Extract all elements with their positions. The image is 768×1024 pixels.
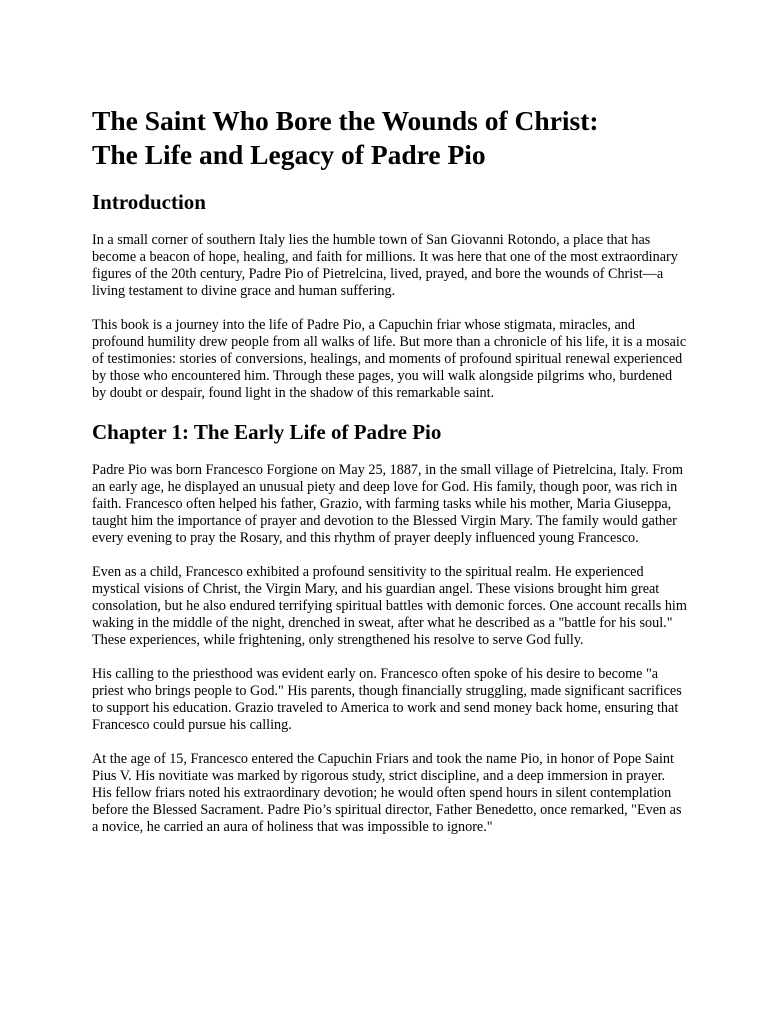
title-line-1: The Saint Who Bore the Wounds of Christ: (92, 105, 599, 136)
chapter-1-paragraph-2: Even as a child, Francesco exhibited a profound sensitivity to the spiritual realm. He experienced mystical visions of Christ, the Virgin Mary, and his guardian angel. These visions brought him great consolation, but he also endured terrifying spiritual battles with demonic forces. One account recalls him waking in the middle of the night, drenched in sweat, after what he described as a "battle for his soul." These experiences, while frightening, only strengthened his resolve to serve God fully. (92, 564, 687, 648)
document-title (92, 104, 688, 172)
chapter-1-heading: Chapter 1: The Early Life of Padre Pio (92, 420, 442, 444)
title-line-2: The Life and Legacy of Padre Pio (92, 139, 486, 170)
chapter-1-paragraph-4: At the age of 15, Francesco entered the Capuchin Friars and took the name Pio, in honor of Pope Saint Pius V. His novitiate was marked by rigorous study, strict discipline, and a deep immersion in prayer. His fellow friars noted his extraordinary devotion; he would often spend hours in silent contemplation before the Blessed Sacrament. Padre Pio’s spiritual director, Father Benedetto, once remarked, "Even as a novice, he carried an aura of holiness that was impossible to ignore." (92, 751, 682, 835)
introduction-paragraph-1: In a small corner of southern Italy lies the humble town of San Giovanni Rotondo, a place that has become a beacon of hope, healing, and faith for millions. It was here that one of the most extraordinary figures of the 20th century, Padre Pio of Pietrelcina, lived, prayed, and bore the wounds of Christ—a living testament to divine grace and human suffering. (92, 232, 678, 299)
chapter-1-paragraph-1: Padre Pio was born Francesco Forgione on May 25, 1887, in the small village of Pietrelcina, Italy. From an early age, he displayed an unusual piety and deep love for God. His family, though poor, was rich in faith. Francesco often helped his father, Grazio, with farming tasks while his mother, Maria Giuseppa, taught him the importance of prayer and devotion to the Blessed Virgin Mary. The family would gather every evening to pray the Rosary, and this rhythm of prayer deeply influenced young Francesco. (92, 462, 684, 546)
introduction-heading: Introduction (92, 190, 206, 214)
introduction-paragraph-2: This book is a journey into the life of Padre Pio, a Capuchin friar whose stigmata, miracles, and profound humility drew people from all walks of life. But more than a chronicle of his life, it is a mosaic of testimonies: stories of conversions, healings, and moments of profound spiritual renewal experienced by those who encountered him. Through these pages, you will walk alongside pilgrims who, burdened by doubt or despair, found light in the shadow of this remarkable saint. (92, 317, 687, 401)
chapter-1-paragraph-3: His calling to the priesthood was evident early on. Francesco often spoke of his desire to become "a priest who brings people to God." His parents, though financially struggling, made significant sacrifices to support his education. Grazio traveled to America to work and send money back home, ensuring that Francesco could pursue his calling. (92, 666, 682, 733)
document-page (92, 104, 688, 853)
